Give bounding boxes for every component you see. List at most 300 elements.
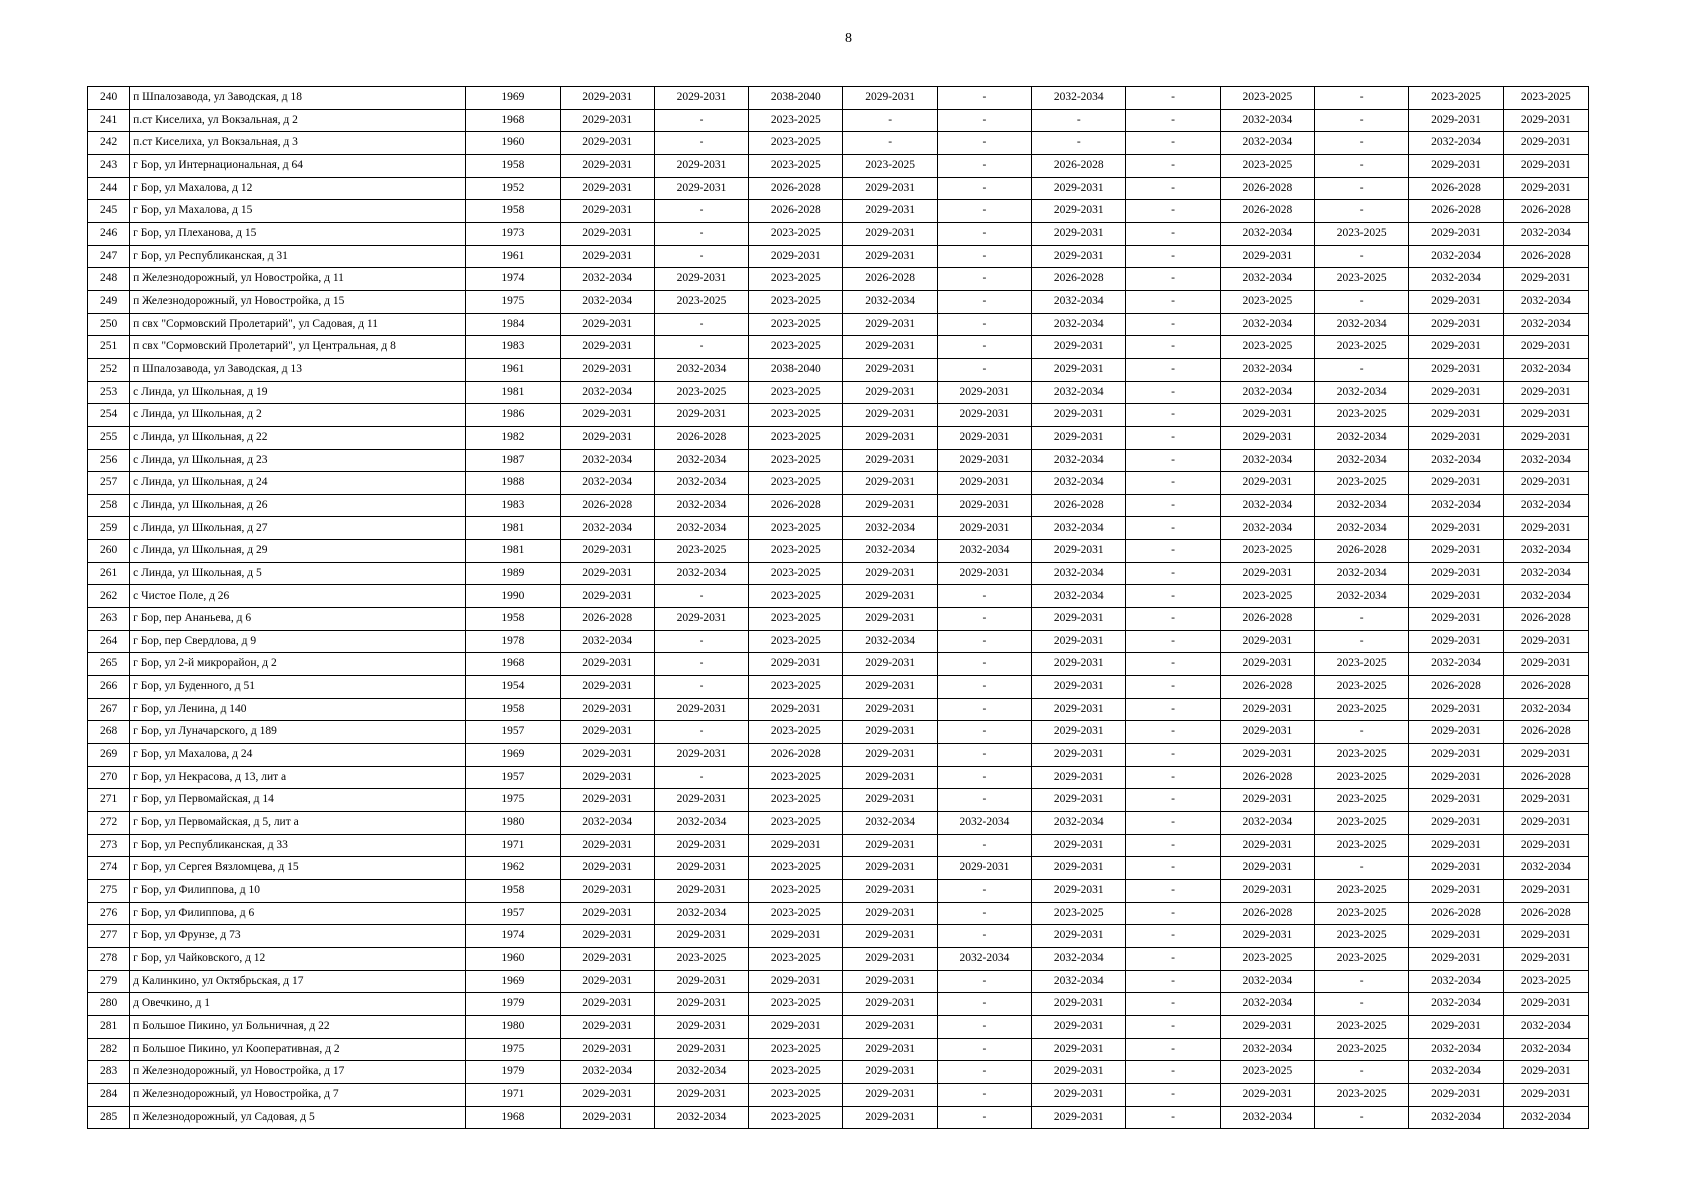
period-cell-9: 2032-2034 [1315,517,1409,540]
period-cell-5: - [937,653,1031,676]
period-cell-3: 2023-2025 [749,426,843,449]
build-year-cell: 1957 [466,902,560,925]
period-cell-8: 2023-2025 [1220,540,1314,563]
period-cell-6: 2029-2031 [1032,540,1126,563]
period-cell-3: 2029-2031 [749,245,843,268]
period-cell-5: - [937,925,1031,948]
period-cell-6: 2029-2031 [1032,608,1126,631]
period-cell-3: 2026-2028 [749,744,843,767]
period-cell-3: 2023-2025 [749,154,843,177]
period-cell-5: - [937,676,1031,699]
row-number-cell: 259 [88,517,130,540]
table-row [88,1083,1589,1106]
period-cell-3: 2023-2025 [749,902,843,925]
period-cell-8: 2029-2031 [1220,1083,1314,1106]
table-row [88,1106,1589,1129]
period-cell-11: 2026-2028 [1503,721,1588,744]
period-cell-9: - [1315,358,1409,381]
period-cell-10: 2032-2034 [1409,970,1503,993]
period-cell-3: 2023-2025 [749,313,843,336]
period-cell-9: - [1315,290,1409,313]
row-number-cell: 260 [88,540,130,563]
table-row [88,812,1589,835]
period-cell-2: 2029-2031 [654,925,748,948]
period-cell-11: 2029-2031 [1503,879,1588,902]
address-cell: г Бор, ул Чайковского, д 12 [130,947,466,970]
period-cell-5: - [937,200,1031,223]
period-cell-2: - [654,585,748,608]
period-cell-8: 2023-2025 [1220,154,1314,177]
period-cell-1: 2029-2031 [560,834,654,857]
period-cell-9: 2032-2034 [1315,585,1409,608]
address-cell: п.ст Киселиха, ул Вокзальная, д 2 [130,109,466,132]
period-cell-4: 2029-2031 [843,177,937,200]
row-number-cell: 252 [88,358,130,381]
period-cell-8: 2026-2028 [1220,766,1314,789]
period-cell-2: 2032-2034 [654,902,748,925]
period-cell-4: 2026-2028 [843,268,937,291]
address-cell: с Линда, ул Школьная, д 23 [130,449,466,472]
table-row [88,947,1589,970]
period-cell-6: 2032-2034 [1032,517,1126,540]
period-cell-6: 2032-2034 [1032,381,1126,404]
period-cell-8: 2023-2025 [1220,585,1314,608]
period-cell-10: 2032-2034 [1409,449,1503,472]
table-row [88,177,1589,200]
period-cell-11: 2032-2034 [1503,562,1588,585]
period-cell-2: - [654,630,748,653]
build-year-cell: 1969 [466,970,560,993]
address-cell: п Шпалозавода, ул Заводская, д 18 [130,87,466,110]
period-cell-8: 2029-2031 [1220,630,1314,653]
address-cell: п Большое Пикино, ул Кооперативная, д 2 [130,1038,466,1061]
period-cell-7: - [1126,87,1220,110]
period-cell-3: 2023-2025 [749,789,843,812]
row-number-cell: 257 [88,472,130,495]
period-cell-8: 2032-2034 [1220,381,1314,404]
period-cell-2: 2023-2025 [654,290,748,313]
row-number-cell: 275 [88,879,130,902]
period-cell-8: 2032-2034 [1220,222,1314,245]
period-cell-5: 2029-2031 [937,472,1031,495]
build-year-cell: 1987 [466,449,560,472]
period-cell-10: 2029-2031 [1409,517,1503,540]
period-cell-10: 2026-2028 [1409,177,1503,200]
table-row [88,585,1589,608]
period-cell-4: 2032-2034 [843,517,937,540]
period-cell-4: 2029-2031 [843,766,937,789]
address-cell: г Бор, ул Ленина, д 140 [130,698,466,721]
period-cell-2: - [654,245,748,268]
period-cell-8: 2023-2025 [1220,290,1314,313]
period-cell-4: 2029-2031 [843,834,937,857]
period-cell-7: - [1126,222,1220,245]
period-cell-9: 2023-2025 [1315,947,1409,970]
period-cell-8: 2032-2034 [1220,449,1314,472]
period-cell-11: 2029-2031 [1503,789,1588,812]
period-cell-2: 2029-2031 [654,993,748,1016]
period-cell-7: - [1126,993,1220,1016]
period-cell-11: 2029-2031 [1503,132,1588,155]
period-cell-5: - [937,154,1031,177]
period-cell-7: - [1126,630,1220,653]
period-cell-11: 2032-2034 [1503,222,1588,245]
address-cell: д Калинкино, ул Октябрьская, д 17 [130,970,466,993]
period-cell-5: - [937,1038,1031,1061]
row-number-cell: 266 [88,676,130,699]
period-cell-6: 2029-2031 [1032,177,1126,200]
build-year-cell: 1975 [466,789,560,812]
build-year-cell: 1975 [466,290,560,313]
period-cell-11: 2032-2034 [1503,313,1588,336]
period-cell-6: 2029-2031 [1032,1106,1126,1129]
period-cell-8: 2032-2034 [1220,313,1314,336]
period-cell-3: 2023-2025 [749,1038,843,1061]
period-cell-3: 2023-2025 [749,336,843,359]
table-row [88,154,1589,177]
address-cell: г Бор, ул Интернациональная, д 64 [130,154,466,177]
address-cell: г Бор, ул Луначарского, д 189 [130,721,466,744]
period-cell-5: 2029-2031 [937,517,1031,540]
table-row [88,381,1589,404]
period-cell-1: 2029-2031 [560,404,654,427]
period-cell-1: 2029-2031 [560,879,654,902]
period-cell-8: 2029-2031 [1220,426,1314,449]
period-cell-10: 2029-2031 [1409,109,1503,132]
period-cell-3: 2023-2025 [749,947,843,970]
period-cell-3: 2023-2025 [749,630,843,653]
period-cell-4: 2029-2031 [843,87,937,110]
period-cell-3: 2023-2025 [749,993,843,1016]
period-cell-5: 2029-2031 [937,426,1031,449]
period-cell-2: 2029-2031 [654,268,748,291]
period-cell-7: - [1126,653,1220,676]
period-cell-2: - [654,313,748,336]
period-cell-7: - [1126,494,1220,517]
period-cell-9: - [1315,87,1409,110]
period-cell-3: 2026-2028 [749,177,843,200]
period-cell-7: - [1126,449,1220,472]
period-cell-8: 2026-2028 [1220,200,1314,223]
period-cell-2: 2032-2034 [654,1061,748,1084]
period-cell-1: 2029-2031 [560,245,654,268]
period-cell-2: - [654,222,748,245]
period-cell-4: 2029-2031 [843,494,937,517]
address-cell: с Чистое Поле, д 26 [130,585,466,608]
period-cell-8: 2032-2034 [1220,970,1314,993]
period-cell-3: 2023-2025 [749,857,843,880]
period-cell-4: 2029-2031 [843,1083,937,1106]
period-cell-7: - [1126,879,1220,902]
row-number-cell: 285 [88,1106,130,1129]
period-cell-9: - [1315,993,1409,1016]
period-cell-2: 2029-2031 [654,857,748,880]
address-cell: г Бор, ул Республиканская, д 31 [130,245,466,268]
period-cell-3: 2023-2025 [749,1061,843,1084]
period-cell-11: 2029-2031 [1503,404,1588,427]
row-number-cell: 244 [88,177,130,200]
period-cell-9: 2026-2028 [1315,540,1409,563]
row-number-cell: 281 [88,1015,130,1038]
build-year-cell: 1958 [466,154,560,177]
period-cell-6: - [1032,132,1126,155]
build-year-cell: 1958 [466,698,560,721]
period-cell-3: 2029-2031 [749,653,843,676]
period-cell-5: - [937,109,1031,132]
build-year-cell: 1971 [466,1083,560,1106]
period-cell-11: 2029-2031 [1503,517,1588,540]
table-row [88,902,1589,925]
period-cell-9: 2023-2025 [1315,834,1409,857]
period-cell-2: 2029-2031 [654,789,748,812]
period-cell-6: 2029-2031 [1032,1015,1126,1038]
period-cell-5: - [937,222,1031,245]
row-number-cell: 253 [88,381,130,404]
table-row [88,834,1589,857]
period-cell-10: 2029-2031 [1409,313,1503,336]
period-cell-3: 2023-2025 [749,268,843,291]
period-cell-4: 2032-2034 [843,630,937,653]
period-cell-9: - [1315,857,1409,880]
period-cell-9: 2023-2025 [1315,1015,1409,1038]
period-cell-3: 2023-2025 [749,721,843,744]
table-row [88,676,1589,699]
period-cell-4: - [843,132,937,155]
address-cell: с Линда, ул Школьная, д 19 [130,381,466,404]
build-year-cell: 1958 [466,200,560,223]
address-cell: п Железнодорожный, ул Новостройка, д 7 [130,1083,466,1106]
build-year-cell: 1986 [466,404,560,427]
period-cell-1: 2029-2031 [560,902,654,925]
row-number-cell: 262 [88,585,130,608]
period-cell-1: 2032-2034 [560,812,654,835]
period-cell-3: 2038-2040 [749,358,843,381]
period-cell-6: 2032-2034 [1032,970,1126,993]
period-cell-3: 2026-2028 [749,494,843,517]
period-cell-2: 2032-2034 [654,812,748,835]
period-cell-11: 2029-2031 [1503,947,1588,970]
period-cell-6: 2029-2031 [1032,744,1126,767]
period-cell-11: 2029-2031 [1503,1083,1588,1106]
address-cell: г Бор, пер Свердлова, д 9 [130,630,466,653]
period-cell-4: 2032-2034 [843,290,937,313]
period-cell-4: 2029-2031 [843,676,937,699]
period-cell-5: - [937,585,1031,608]
period-cell-10: 2029-2031 [1409,1015,1503,1038]
period-cell-7: - [1126,1083,1220,1106]
period-cell-8: 2032-2034 [1220,268,1314,291]
period-cell-10: 2029-2031 [1409,925,1503,948]
address-cell: с Линда, ул Школьная, д 24 [130,472,466,495]
period-cell-1: 2029-2031 [560,177,654,200]
table-row [88,472,1589,495]
period-cell-9: 2023-2025 [1315,925,1409,948]
period-cell-4: 2029-2031 [843,585,937,608]
period-cell-6: 2032-2034 [1032,313,1126,336]
row-number-cell: 267 [88,698,130,721]
build-year-cell: 1969 [466,744,560,767]
period-cell-3: 2023-2025 [749,290,843,313]
period-cell-11: 2026-2028 [1503,902,1588,925]
period-cell-6: 2029-2031 [1032,676,1126,699]
period-cell-9: 2023-2025 [1315,766,1409,789]
table-row [88,879,1589,902]
period-cell-4: 2029-2031 [843,1038,937,1061]
period-cell-9: - [1315,630,1409,653]
address-cell: г Бор, ул Махалова, д 15 [130,200,466,223]
period-cell-4: 2029-2031 [843,789,937,812]
period-cell-5: - [937,1106,1031,1129]
period-cell-5: - [937,177,1031,200]
period-cell-9: - [1315,132,1409,155]
period-cell-2: 2032-2034 [654,517,748,540]
period-cell-9: 2023-2025 [1315,789,1409,812]
period-cell-2: 2032-2034 [654,1106,748,1129]
period-cell-1: 2029-2031 [560,585,654,608]
period-cell-6: 2032-2034 [1032,449,1126,472]
period-cell-9: 2023-2025 [1315,336,1409,359]
table-row [88,222,1589,245]
period-cell-10: 2029-2031 [1409,698,1503,721]
period-cell-1: 2032-2034 [560,1061,654,1084]
table-row [88,200,1589,223]
address-cell: г Бор, ул Филиппова, д 6 [130,902,466,925]
period-cell-10: 2032-2034 [1409,993,1503,1016]
table-row [88,857,1589,880]
period-cell-2: 2029-2031 [654,154,748,177]
period-cell-11: 2026-2028 [1503,608,1588,631]
period-cell-4: 2029-2031 [843,947,937,970]
period-cell-3: 2023-2025 [749,879,843,902]
period-cell-3: 2023-2025 [749,109,843,132]
period-cell-11: 2029-2031 [1503,268,1588,291]
period-cell-8: 2029-2031 [1220,245,1314,268]
build-year-cell: 1983 [466,336,560,359]
row-number-cell: 245 [88,200,130,223]
period-cell-11: 2029-2031 [1503,744,1588,767]
period-cell-5: - [937,336,1031,359]
page-number: 8 [845,31,852,46]
build-year-cell: 1980 [466,812,560,835]
period-cell-1: 2029-2031 [560,744,654,767]
period-cell-9: - [1315,154,1409,177]
period-cell-4: 2029-2031 [843,744,937,767]
period-cell-3: 2023-2025 [749,132,843,155]
build-year-cell: 1973 [466,222,560,245]
period-cell-8: 2032-2034 [1220,494,1314,517]
period-cell-7: - [1126,608,1220,631]
period-cell-8: 2029-2031 [1220,472,1314,495]
period-cell-10: 2029-2031 [1409,857,1503,880]
period-cell-11: 2032-2034 [1503,540,1588,563]
period-cell-9: 2023-2025 [1315,902,1409,925]
period-cell-7: - [1126,698,1220,721]
row-number-cell: 240 [88,87,130,110]
period-cell-11: 2023-2025 [1503,970,1588,993]
row-number-cell: 241 [88,109,130,132]
period-cell-3: 2029-2031 [749,970,843,993]
period-cell-7: - [1126,585,1220,608]
table-row [88,245,1589,268]
table-row [88,449,1589,472]
period-cell-10: 2029-2031 [1409,608,1503,631]
period-cell-4: 2029-2031 [843,857,937,880]
period-cell-6: 2026-2028 [1032,268,1126,291]
period-cell-9: 2023-2025 [1315,1083,1409,1106]
period-cell-9: 2032-2034 [1315,449,1409,472]
period-cell-1: 2029-2031 [560,766,654,789]
period-cell-7: - [1126,381,1220,404]
build-year-cell: 1984 [466,313,560,336]
build-year-cell: 1989 [466,562,560,585]
period-cell-1: 2032-2034 [560,472,654,495]
period-cell-6: 2029-2031 [1032,336,1126,359]
period-cell-2: 2029-2031 [654,608,748,631]
period-cell-6: 2029-2031 [1032,857,1126,880]
table-row [88,721,1589,744]
period-cell-6: 2029-2031 [1032,766,1126,789]
period-cell-6: 2029-2031 [1032,200,1126,223]
table-row [88,268,1589,291]
period-cell-3: 2023-2025 [749,449,843,472]
period-cell-6: 2026-2028 [1032,154,1126,177]
period-cell-2: 2026-2028 [654,426,748,449]
address-cell: п.ст Киселиха, ул Вокзальная, д 3 [130,132,466,155]
row-number-cell: 256 [88,449,130,472]
period-cell-9: 2032-2034 [1315,426,1409,449]
address-cell: г Бор, ул Махалова, д 24 [130,744,466,767]
period-cell-5: - [937,290,1031,313]
period-cell-10: 2032-2034 [1409,1061,1503,1084]
period-cell-7: - [1126,1038,1220,1061]
address-cell: г Бор, ул Сергея Вязломцева, д 15 [130,857,466,880]
period-cell-5: - [937,970,1031,993]
period-cell-2: - [654,676,748,699]
period-cell-6: 2032-2034 [1032,812,1126,835]
row-number-cell: 265 [88,653,130,676]
address-cell: с Линда, ул Школьная, д 22 [130,426,466,449]
period-cell-3: 2029-2031 [749,1015,843,1038]
period-cell-5: - [937,1015,1031,1038]
period-cell-5: - [937,87,1031,110]
build-year-cell: 1971 [466,834,560,857]
period-cell-6: 2029-2031 [1032,358,1126,381]
row-number-cell: 280 [88,993,130,1016]
period-cell-10: 2026-2028 [1409,200,1503,223]
period-cell-7: - [1126,426,1220,449]
period-cell-2: - [654,109,748,132]
period-cell-6: 2029-2031 [1032,789,1126,812]
period-cell-1: 2029-2031 [560,200,654,223]
period-cell-5: 2032-2034 [937,540,1031,563]
address-cell: п Железнодорожный, ул Новостройка, д 11 [130,268,466,291]
period-cell-1: 2032-2034 [560,449,654,472]
period-cell-6: 2032-2034 [1032,87,1126,110]
period-cell-7: - [1126,268,1220,291]
period-cell-5: - [937,608,1031,631]
build-year-cell: 1974 [466,925,560,948]
period-cell-6: 2029-2031 [1032,630,1126,653]
row-number-cell: 249 [88,290,130,313]
row-number-cell: 268 [88,721,130,744]
period-cell-3: 2023-2025 [749,812,843,835]
period-cell-3: 2023-2025 [749,1083,843,1106]
period-cell-5: 2029-2031 [937,404,1031,427]
period-cell-8: 2032-2034 [1220,109,1314,132]
row-number-cell: 250 [88,313,130,336]
period-cell-9: - [1315,109,1409,132]
period-cell-10: 2032-2034 [1409,494,1503,517]
